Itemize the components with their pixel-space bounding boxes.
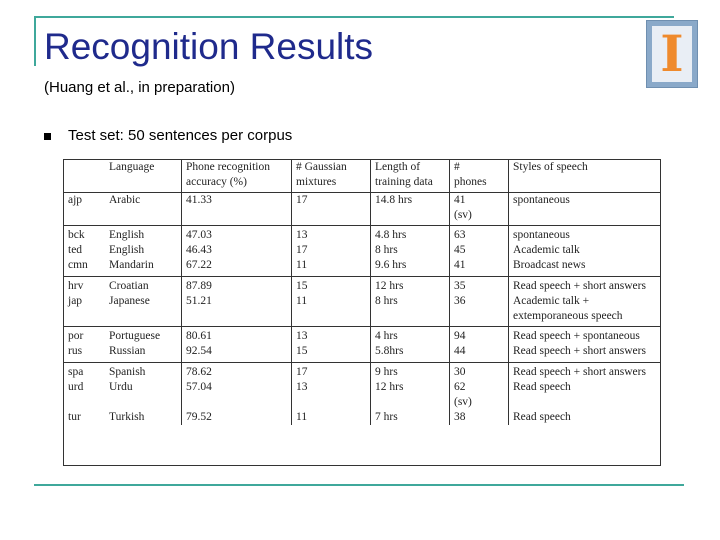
header-training-length: Length of training data xyxy=(371,160,450,192)
cell-mixtures xyxy=(292,395,371,410)
header-mixtures: # Gaussian mixtures xyxy=(292,160,371,192)
university-logo xyxy=(646,20,698,88)
cell-accuracy: 67.22 xyxy=(182,258,292,276)
cell-accuracy xyxy=(182,208,292,226)
cell-accuracy: 41.33 xyxy=(182,192,292,208)
cell-training: 9 hrs xyxy=(371,362,450,380)
cell-phones: 45 xyxy=(450,243,509,258)
bullet-icon xyxy=(44,133,51,140)
table-row xyxy=(64,362,660,380)
cell-language: Spanish xyxy=(109,365,146,378)
frame-left-line xyxy=(34,16,36,66)
cell-language: Arabic xyxy=(109,193,141,206)
cell-style: spontaneous xyxy=(509,225,661,243)
slide-subtitle: (Huang et al., in preparation) xyxy=(44,79,235,96)
cell-phones: 35 xyxy=(450,276,509,294)
table-row xyxy=(64,327,660,345)
results-table-grid xyxy=(64,160,660,425)
cell-language: English xyxy=(109,244,145,257)
cell-code: cmn xyxy=(64,258,105,276)
cell-style xyxy=(509,208,661,226)
cell-language: Turkish xyxy=(109,411,145,424)
cell-code: spa xyxy=(68,365,84,378)
table-header-row xyxy=(64,160,660,192)
cell-training: 4 hrs xyxy=(371,327,450,345)
cell-phones: (sv) xyxy=(450,208,509,226)
cell-phones: 38 xyxy=(450,410,509,425)
cell-phones: (sv) xyxy=(450,395,509,410)
cell-language: English xyxy=(109,228,145,241)
cell-style: Read speech + short answers xyxy=(509,362,661,380)
table-row xyxy=(64,309,660,327)
cell-phones: 41 xyxy=(450,258,509,276)
cell-mixtures xyxy=(292,309,371,327)
cell-phones: 63 xyxy=(450,225,509,243)
cell-mixtures: 11 xyxy=(292,294,371,309)
cell-training xyxy=(371,395,450,410)
cell-code: por xyxy=(68,330,84,343)
cell-training: 7 hrs xyxy=(371,410,450,425)
table-row xyxy=(64,380,660,395)
cell-training: 4.8 hrs xyxy=(371,225,450,243)
cell-language: Portuguese xyxy=(109,330,161,343)
cell-style: Read speech + short answers xyxy=(509,276,661,294)
table-row xyxy=(64,410,660,425)
cell-language: Russian xyxy=(109,345,146,358)
cell-training: 12 hrs xyxy=(371,380,450,395)
header-language: Language xyxy=(105,160,182,192)
cell-code: urd xyxy=(68,380,84,393)
cell-training xyxy=(371,309,450,327)
cell-code: ajp xyxy=(68,193,83,206)
cell-style xyxy=(509,395,661,410)
cell-style: Read speech xyxy=(509,410,661,425)
cell-training: 14.8 hrs xyxy=(371,192,450,208)
cell-accuracy: 87.89 xyxy=(182,276,292,294)
table-row xyxy=(64,294,660,309)
cell-accuracy xyxy=(182,309,292,327)
table-body xyxy=(64,192,660,425)
table-row xyxy=(64,395,660,410)
cell-style: Read speech xyxy=(509,380,661,395)
bullet-text: Test set: 50 sentences per corpus xyxy=(68,127,293,144)
cell-accuracy: 78.62 xyxy=(182,362,292,380)
cell-language: Urdu xyxy=(109,380,133,393)
cell-language: Japanese xyxy=(109,294,150,307)
header-code xyxy=(64,160,105,192)
cell-training: 12 hrs xyxy=(371,276,450,294)
cell-accuracy: 92.54 xyxy=(182,344,292,359)
cell-style: Read speech + spontaneous xyxy=(509,327,661,345)
table-row xyxy=(64,258,660,276)
cell-mixtures: 15 xyxy=(292,276,371,294)
cell-code: tur xyxy=(68,411,81,424)
cell-code xyxy=(64,208,105,226)
cell-code: jap xyxy=(68,294,83,307)
cell-language: Croatian xyxy=(109,279,149,292)
cell-mixtures: 13 xyxy=(292,380,371,395)
cell-language xyxy=(105,395,182,410)
table-row xyxy=(64,344,660,359)
cell-training xyxy=(371,208,450,226)
cell-phones: 44 xyxy=(450,344,509,359)
cell-phones: 30 xyxy=(450,362,509,380)
cell-phones: 94 xyxy=(450,327,509,345)
cell-mixtures: 13 xyxy=(292,327,371,345)
cell-code xyxy=(64,309,105,327)
cell-mixtures: 11 xyxy=(292,410,371,425)
cell-accuracy: 47.03 xyxy=(182,225,292,243)
cell-accuracy: 79.52 xyxy=(182,410,292,425)
cell-phones xyxy=(450,309,509,327)
cell-phones: 36 xyxy=(450,294,509,309)
cell-accuracy: 80.61 xyxy=(182,327,292,345)
cell-code xyxy=(64,395,105,410)
cell-accuracy: 57.04 xyxy=(182,380,292,395)
cell-language xyxy=(105,309,182,327)
cell-mixtures: 15 xyxy=(292,344,371,359)
cell-language: Mandarin xyxy=(105,258,182,276)
cell-mixtures: 17 xyxy=(292,243,371,258)
table-row xyxy=(64,208,660,226)
header-accuracy: Phone recognition accuracy (%) xyxy=(182,160,292,192)
slide-title: Recognition Results xyxy=(44,26,374,67)
header-styles: Styles of speech xyxy=(509,160,661,192)
header-phones: # phones xyxy=(450,160,509,192)
cell-phones: 41 xyxy=(450,192,509,208)
cell-style: extemporaneous speech xyxy=(509,309,661,327)
cell-mixtures: 13 xyxy=(292,225,371,243)
cell-language xyxy=(105,208,182,226)
cell-code: ted xyxy=(68,244,83,257)
cell-phones: 62 xyxy=(450,380,509,395)
cell-mixtures: 17 xyxy=(292,362,371,380)
cell-accuracy: 46.43 xyxy=(182,243,292,258)
cell-style: Academic talk + xyxy=(509,294,661,309)
cell-mixtures: 11 xyxy=(292,258,371,276)
cell-code: hrv xyxy=(68,279,84,292)
cell-accuracy: 51.21 xyxy=(182,294,292,309)
cell-mixtures: 17 xyxy=(292,192,371,208)
cell-style: spontaneous xyxy=(509,192,661,208)
cell-training: 8 hrs xyxy=(371,294,450,309)
cell-style: Academic talk xyxy=(509,243,661,258)
table-row xyxy=(64,192,660,208)
table-row xyxy=(64,243,660,258)
cell-training: 8 hrs xyxy=(371,243,450,258)
frame-top-line xyxy=(34,16,674,18)
logo-letter: I xyxy=(652,26,692,82)
frame-bottom-line xyxy=(34,484,684,486)
cell-training: 5.8hrs xyxy=(371,344,450,359)
table-row xyxy=(64,225,660,243)
cell-code: rus xyxy=(68,345,83,358)
table-row xyxy=(64,276,660,294)
cell-style: Broadcast news xyxy=(509,258,661,276)
cell-code: bck xyxy=(68,228,85,241)
cell-mixtures xyxy=(292,208,371,226)
cell-accuracy xyxy=(182,395,292,410)
cell-training: 9.6 hrs xyxy=(371,258,450,276)
results-table xyxy=(63,159,661,466)
cell-style: Read speech + short answers xyxy=(509,344,661,359)
